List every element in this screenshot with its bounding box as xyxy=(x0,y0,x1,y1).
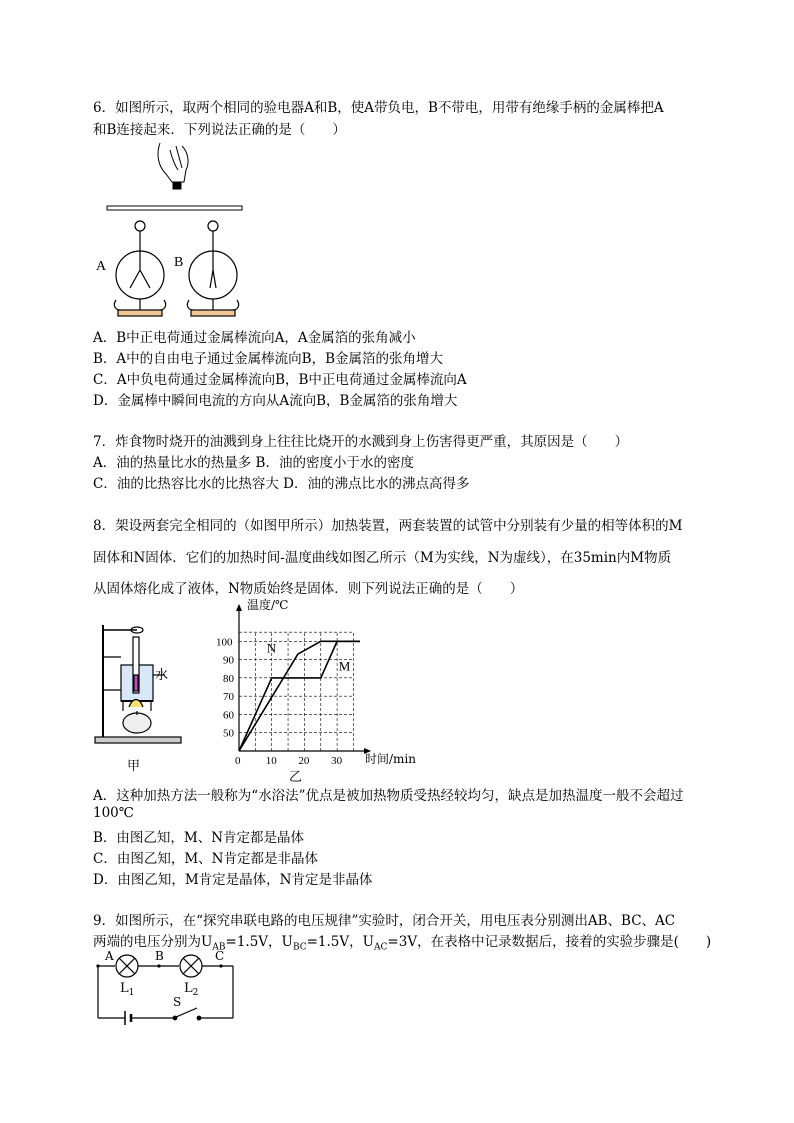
y-axis-arrow xyxy=(236,604,242,611)
q6-option-c: C．A中负电荷通过金属棒流向B，B中正电荷通过金属棒流向A xyxy=(93,372,467,388)
y-tick-label: 80 xyxy=(223,672,234,685)
q9-stem-line2: 两端的电压分别为$U_{AB}=1.5V$，$U_{BC}=1.5V$，$U_{AC}=3V$，在表格中记录数据后，接着的实验步骤是( ) xyxy=(93,934,712,953)
label-b: B xyxy=(174,255,184,270)
y-tick-label: 100 xyxy=(216,636,233,649)
x-tick-label: 20 xyxy=(298,755,310,767)
metal-rod xyxy=(107,206,242,210)
y-tick-label: 90 xyxy=(223,654,234,667)
x-tick-label: 30 xyxy=(331,755,343,767)
q6-stem-line2: 和B连接起来．下列说法正确的是（ ） xyxy=(93,122,346,138)
stand-base xyxy=(95,737,181,743)
point-c-label: C xyxy=(215,949,225,963)
y-tick-label: 60 xyxy=(223,709,234,722)
water-label: 水 xyxy=(155,668,169,683)
x-tick-label: 0 xyxy=(235,755,241,767)
lamp-l1-label: $L_1$ xyxy=(120,981,135,998)
q8-option-b: B．由图乙知，M、N肯定都是晶体 xyxy=(93,830,305,846)
series-circuit-figure xyxy=(93,948,243,1026)
q8-option-d: D．由图乙知，M肯定是晶体，N肯定是非晶体 xyxy=(93,872,373,888)
chart-series xyxy=(239,640,360,751)
fig-jia-label: 甲 xyxy=(127,759,141,774)
q7-stem: 7．炸食物时烧开的油溅到身上往往比烧开的水溅到身上伤害得更严重，其原因是（ ） xyxy=(93,434,629,450)
q7-options-ab: A．油的热量比水的热量多 B．油的密度小于水的密度 xyxy=(93,455,414,471)
chart-ticks xyxy=(216,636,343,767)
q8-stem-line1: 8．架设两套完全相同的（如图甲所示）加热装置，两套装置的试管中分别装有少量的相等体积的M xyxy=(93,518,683,534)
q6-option-b: B．A中的自由电子通过金属棒流向B，B金属箔的张角增大 xyxy=(93,351,444,367)
q7-options-cd: C．油的比热容比水的比热容大 D．油的沸点比水的沸点高得多 xyxy=(93,476,470,492)
y-tick-label: 50 xyxy=(223,727,234,740)
switch-icon xyxy=(176,1008,197,1017)
q8-stem-line3: 从固体熔化成了液体，N物质始终是固体．则下列说法正确的是（ ） xyxy=(93,581,524,597)
chart-axes xyxy=(236,604,371,754)
q6-option-d: D．金属棒中瞬间电流的方向从A流向B，B金属箔的张角增大 xyxy=(93,393,458,409)
label-a: A xyxy=(96,259,107,274)
y-tick-label: 70 xyxy=(223,691,234,704)
electroscope-a xyxy=(114,221,165,316)
electroscope-b xyxy=(187,221,238,316)
alcohol-lamp xyxy=(123,713,151,733)
series-label-n: N xyxy=(266,640,277,656)
lamp-l2-label: $L_2$ xyxy=(184,981,199,998)
q6-stem-line1: 6．如图所示，取两个相同的验电器A和B，使A带负电，B不带电，用带有绝缘手柄的金属棒把A xyxy=(93,100,664,116)
q6-option-a: A．B中正电荷通过金属棒流向A，A金属箔的张角减小 xyxy=(93,330,416,346)
x-axis-label: 时间/min xyxy=(365,752,416,766)
y-axis-label: 温度/℃ xyxy=(247,598,289,612)
q8-option-a-line2: 100℃ xyxy=(93,805,134,821)
point-a-label: A xyxy=(105,949,114,963)
q9-stem-line1: 9．如图所示，在“探究串联电路的电压规律”实验时，闭合开关，用电压表分别测出AB、BC、AC xyxy=(93,913,676,929)
x-tick-label: 10 xyxy=(265,755,277,767)
q8-option-a-line1: A．这种加热方法一般称为“水浴法”优点是被加热物质受热经较均匀，缺点是加热温度一般不会超过 xyxy=(93,788,684,804)
chart-caption: 乙 xyxy=(289,770,303,785)
q8-option-c: C．由图乙知，M、N肯定都是非晶体 xyxy=(93,851,318,867)
temperature-time-chart xyxy=(205,595,416,785)
point-b-label: B xyxy=(155,949,164,963)
series-label-m: M xyxy=(338,658,351,674)
switch-label: S xyxy=(173,995,182,1009)
electroscope-figure xyxy=(90,140,260,325)
heating-apparatus-figure xyxy=(93,615,183,775)
hand-icon xyxy=(158,143,188,189)
q8-stem-line2: 固体和N固体．它们的加热时间-温度曲线如图乙所示（M为实线，N为虚线），在35min内M物质 xyxy=(93,550,672,566)
chart-grid xyxy=(239,632,353,751)
